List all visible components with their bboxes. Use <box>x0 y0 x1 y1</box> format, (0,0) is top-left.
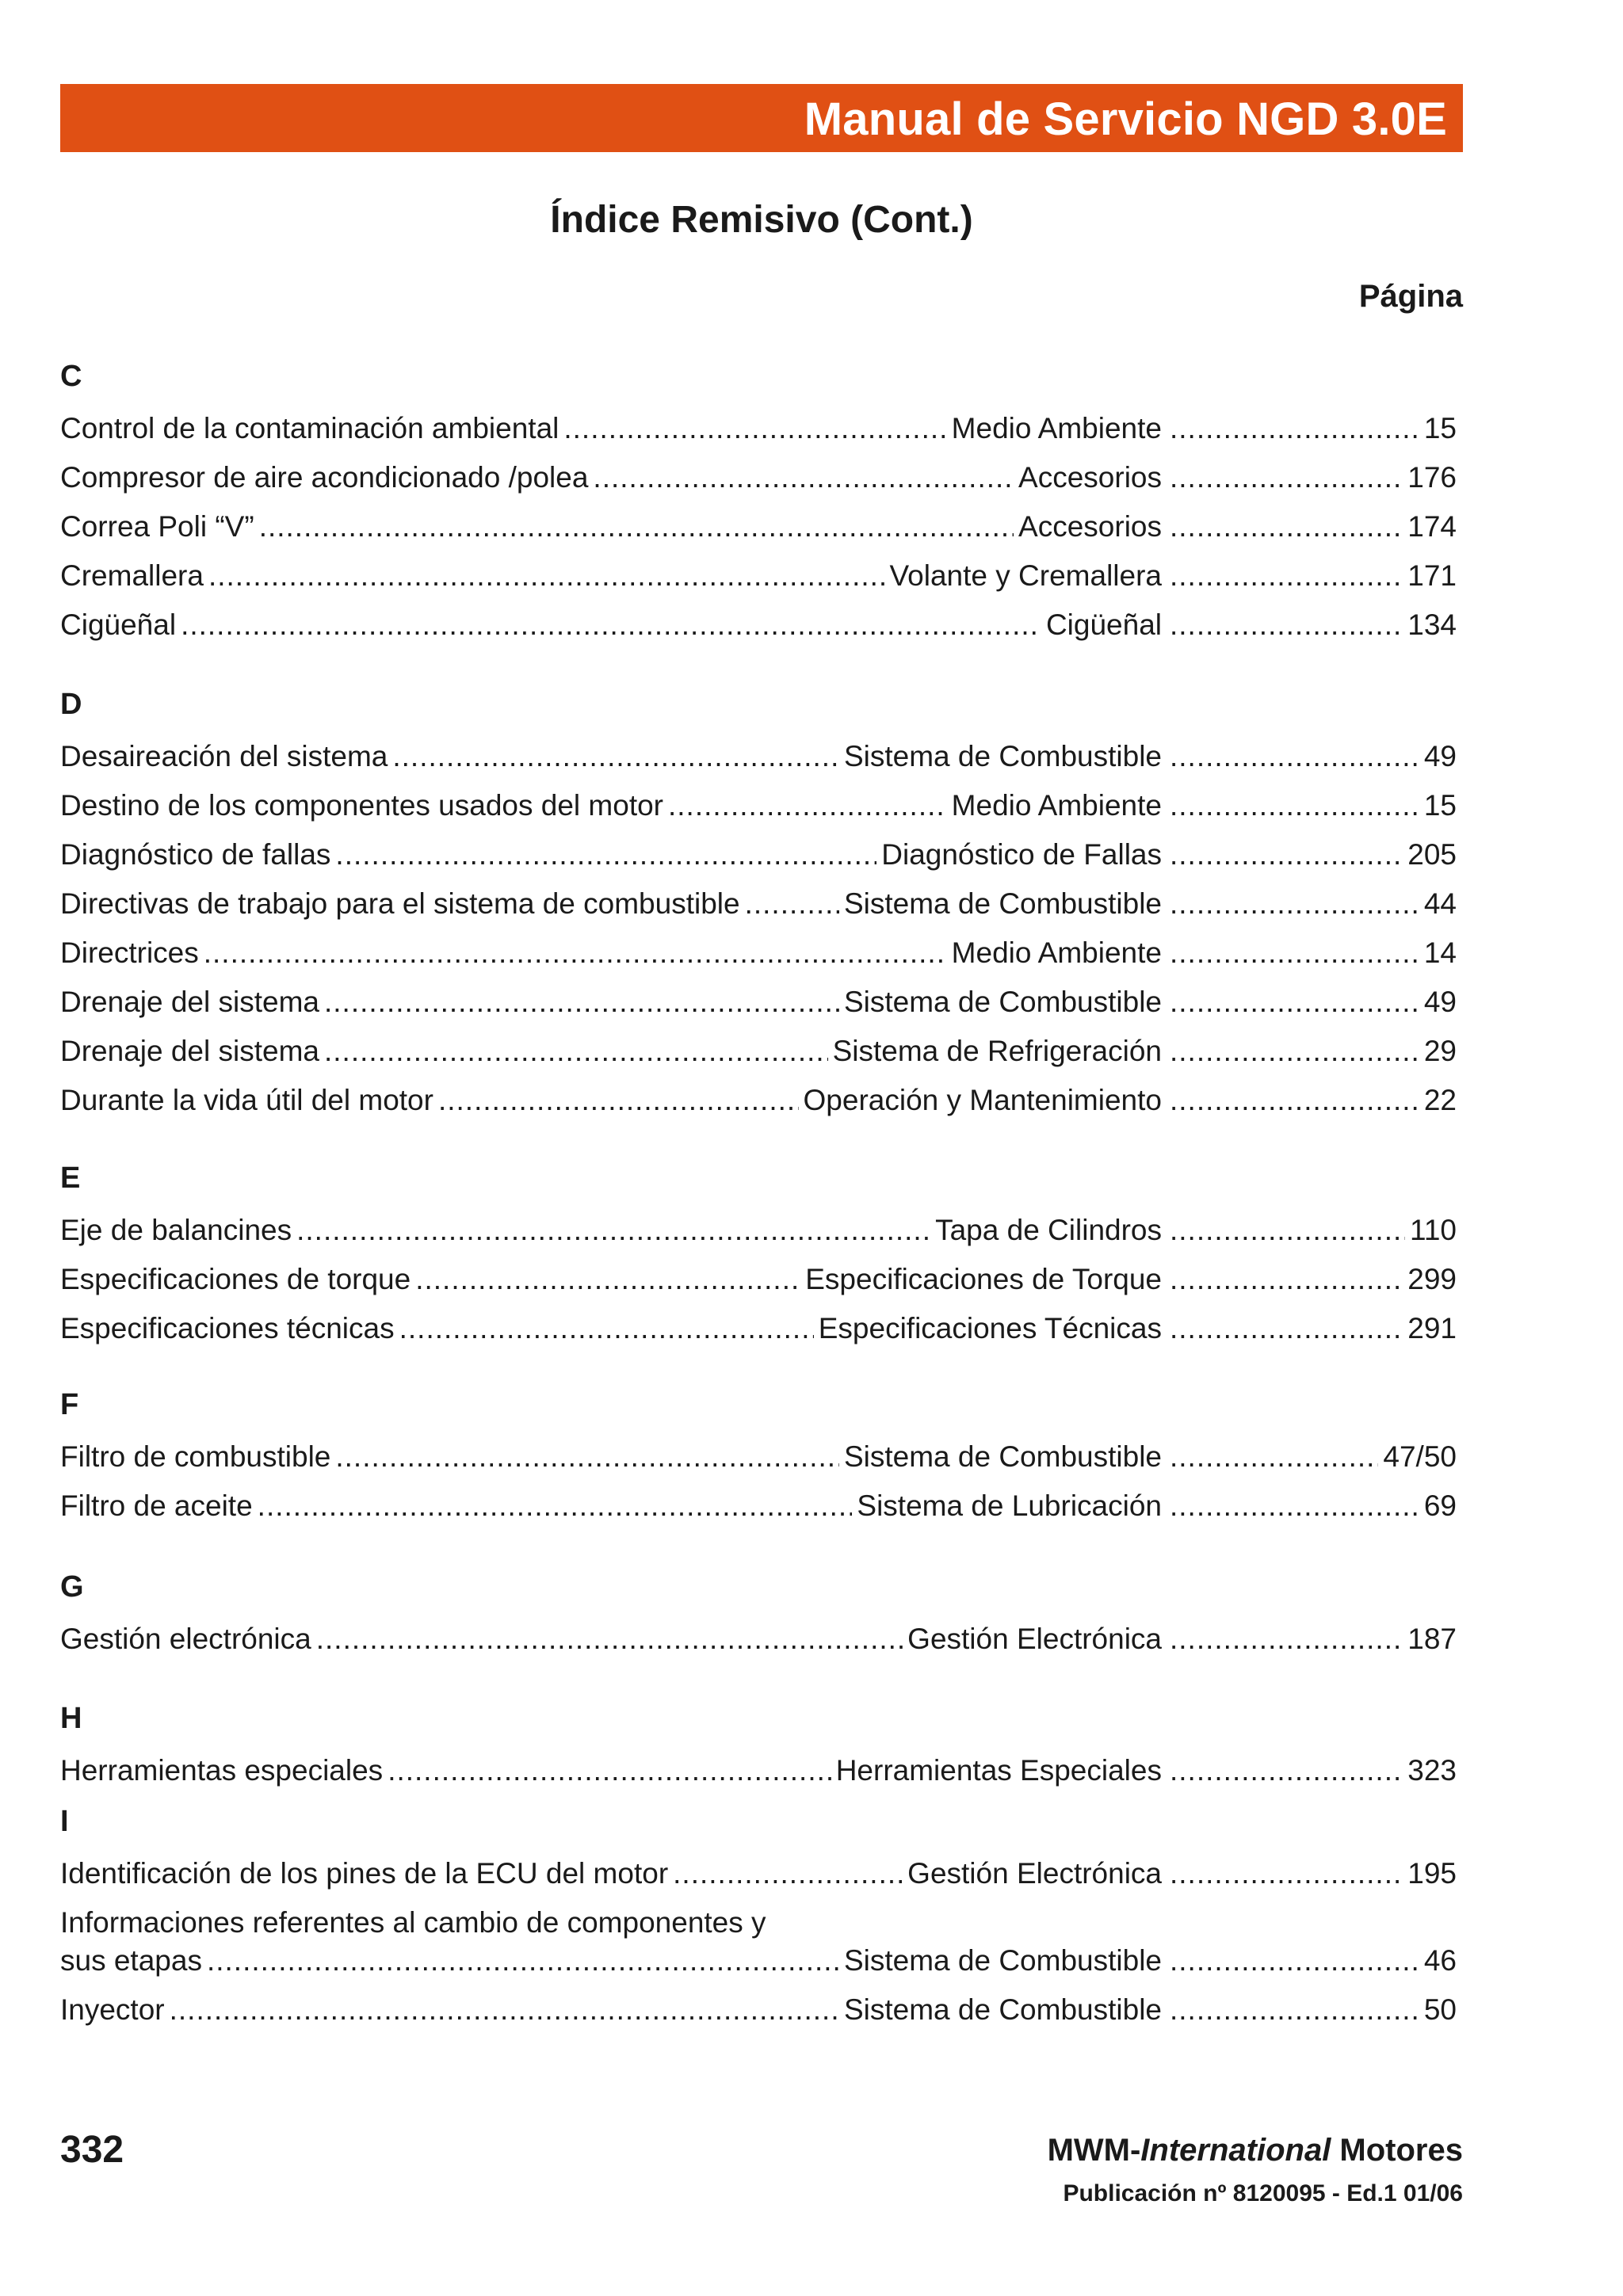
entry-page: 134 <box>1407 608 1457 641</box>
entry-topic: Correa Poli “V” <box>60 510 254 543</box>
index-entry <box>60 786 1457 826</box>
entry-topic: Cigüeñal <box>60 608 177 641</box>
index-entry <box>60 1437 1457 1477</box>
entry-left <box>60 409 1162 448</box>
leader-dots <box>335 835 876 875</box>
index-entry <box>60 933 1457 973</box>
footer-page-number: 332 <box>60 2129 124 2171</box>
entry-topic: Identificación de los pines de la ECU del motor <box>60 1857 669 1890</box>
entry-left <box>60 933 1162 973</box>
leader-dots <box>1170 1211 1405 1250</box>
leader-dots <box>1170 1032 1419 1071</box>
leader-dots <box>399 1309 814 1348</box>
index-entry <box>60 507 1457 547</box>
footer-publication: Publicación nº 8120095 - Ed.1 01/06 <box>1063 2180 1463 2206</box>
leader-dots <box>1170 1437 1378 1477</box>
leader-dots <box>324 1032 828 1071</box>
index-entry <box>60 982 1457 1022</box>
entry-left <box>60 737 1162 776</box>
entry-section: Operación y Mantenimiento <box>803 1084 1162 1116</box>
entry-left <box>60 1751 1162 1791</box>
footer-brand <box>1048 2133 1463 2168</box>
entry-left <box>60 605 1162 645</box>
entry-topic: Inyector <box>60 1993 165 2026</box>
entry-section: Accesorios <box>1018 461 1162 494</box>
leader-dots <box>316 1619 903 1659</box>
entry-section: Gestión Electrónica <box>907 1623 1162 1655</box>
entry-left <box>60 1854 1162 1894</box>
entry-page: 110 <box>1410 1214 1457 1246</box>
entry-page: 22 <box>1423 1084 1457 1116</box>
leader-dots <box>207 1941 839 1981</box>
entry-section: Medio Ambiente <box>951 789 1162 822</box>
entry-left <box>60 982 1162 1022</box>
leader-dots <box>258 1486 853 1526</box>
entry-page: 15 <box>1423 412 1457 444</box>
entry-topic: Durante la vida útil del motor <box>60 1084 433 1116</box>
entry-page: 15 <box>1423 789 1457 822</box>
leader-dots <box>1170 1081 1419 1120</box>
entry-page: 49 <box>1423 986 1457 1018</box>
entry-left <box>60 786 1162 826</box>
entry-page: 47/50 <box>1383 1440 1457 1473</box>
leader-dots <box>1170 835 1403 875</box>
page-column-label: Página <box>1358 279 1463 314</box>
leader-dots <box>1170 933 1419 973</box>
entry-page: 29 <box>1423 1035 1457 1067</box>
leader-dots <box>1170 1486 1419 1526</box>
index-entry <box>60 458 1457 498</box>
leader-dots <box>1170 884 1419 924</box>
entry-topic: Especificaciones técnicas <box>60 1312 395 1344</box>
entry-left <box>60 458 1162 498</box>
entry-topic: Directrices <box>60 936 199 969</box>
entry-page: 323 <box>1407 1754 1457 1787</box>
entry-left <box>60 1437 1162 1477</box>
leader-dots <box>1170 1941 1419 1981</box>
entry-section: Sistema de Combustible <box>843 740 1162 772</box>
index-entry <box>60 1260 1457 1299</box>
index-entry <box>60 835 1457 875</box>
entry-section: Tapa de Cilindros <box>935 1214 1162 1246</box>
entry-left <box>60 1941 1162 1981</box>
leader-dots <box>673 1854 903 1894</box>
entry-topic: Drenaje del sistema <box>60 986 319 1018</box>
entry-section: Accesorios <box>1018 510 1162 543</box>
leader-dots <box>1170 556 1403 596</box>
entry-left <box>60 884 1162 924</box>
index-letter: D <box>60 688 82 721</box>
leader-dots <box>438 1081 799 1120</box>
index-entry <box>60 1619 1457 1659</box>
index-entry-preline: Informaciones referentes al cambio de componentes y <box>60 1906 766 1939</box>
index-entry <box>60 1941 1457 1981</box>
leader-dots <box>745 884 839 924</box>
leader-dots <box>1170 605 1403 645</box>
index-entry <box>60 1854 1457 1894</box>
brand-prefix: MWM- <box>1047 2133 1141 2168</box>
index-letter: C <box>60 360 82 393</box>
entry-page: 69 <box>1423 1489 1457 1522</box>
leader-dots <box>388 1751 831 1791</box>
leader-dots <box>1170 1990 1419 2030</box>
entry-section: Sistema de Combustible <box>843 1440 1162 1473</box>
entry-page: 195 <box>1407 1857 1457 1890</box>
entry-section: Especificaciones Técnicas <box>818 1312 1162 1344</box>
index-letter: H <box>60 1702 82 1735</box>
leader-dots <box>563 409 946 448</box>
leader-dots <box>593 458 1014 498</box>
leader-dots <box>1170 786 1419 826</box>
entry-section: Cigüeñal <box>1045 608 1162 641</box>
leader-dots <box>259 507 1014 547</box>
index-letter: F <box>60 1388 79 1421</box>
entry-left <box>60 556 1162 596</box>
index-entry <box>60 1081 1457 1120</box>
entry-page: 46 <box>1423 1944 1457 1977</box>
entry-page: 299 <box>1407 1263 1457 1295</box>
entry-section: Medio Ambiente <box>951 412 1162 444</box>
index-entry <box>60 1309 1457 1348</box>
entry-section: Sistema de Lubricación <box>857 1489 1162 1522</box>
leader-dots <box>668 786 947 826</box>
entry-left <box>60 1260 1162 1299</box>
entry-page: 187 <box>1407 1623 1457 1655</box>
entry-section: Gestión Electrónica <box>907 1857 1162 1890</box>
entry-left <box>60 507 1162 547</box>
entry-topic: Directivas de trabajo para el sistema de combustible <box>60 887 740 920</box>
index-entry <box>60 1211 1457 1250</box>
leader-dots <box>335 1437 839 1477</box>
entry-section: Especificaciones de Torque <box>805 1263 1162 1295</box>
entry-topic: Control de la contaminación ambiental <box>60 412 559 444</box>
entry-page: 205 <box>1407 838 1457 871</box>
leader-dots <box>324 982 839 1022</box>
entry-topic: Filtro de combustible <box>60 1440 331 1473</box>
index-entry <box>60 409 1457 448</box>
entry-section: Sistema de Combustible <box>843 1944 1162 1977</box>
entry-topic: Compresor de aire acondicionado /polea <box>60 461 589 494</box>
index-entry <box>60 737 1457 776</box>
index-entry <box>60 1032 1457 1071</box>
index-title: Índice Remisivo (Cont.) <box>550 199 973 241</box>
index-letter: G <box>60 1570 84 1604</box>
entry-section: Sistema de Combustible <box>843 887 1162 920</box>
entry-left <box>60 1032 1162 1071</box>
brand-italic: International <box>1140 2133 1331 2168</box>
entry-topic: Destino de los componentes usados del motor <box>60 789 663 822</box>
entry-left <box>60 1486 1162 1526</box>
entry-left <box>60 1309 1162 1348</box>
entry-topic: Especificaciones de torque <box>60 1263 411 1295</box>
entry-topic: Diagnóstico de fallas <box>60 838 331 871</box>
leader-dots <box>1170 409 1419 448</box>
entry-left <box>60 835 1162 875</box>
leader-dots <box>1170 507 1403 547</box>
entry-page: 174 <box>1407 510 1457 543</box>
leader-dots <box>296 1211 930 1250</box>
leader-dots <box>204 933 947 973</box>
entry-topic: sus etapas <box>60 1944 202 1977</box>
leader-dots <box>1170 737 1419 776</box>
entry-page: 44 <box>1423 887 1457 920</box>
index-entry <box>60 605 1457 645</box>
leader-dots <box>1170 1260 1403 1299</box>
entry-section: Volante y Cremallera <box>889 559 1162 592</box>
index-entry <box>60 1751 1457 1791</box>
entry-topic: Eje de balancines <box>60 1214 292 1246</box>
index-letter: I <box>60 1805 69 1838</box>
entry-topic: Drenaje del sistema <box>60 1035 319 1067</box>
entry-left <box>60 1211 1162 1250</box>
entry-page: 291 <box>1407 1312 1457 1344</box>
leader-dots <box>1170 1751 1403 1791</box>
entry-topic: Desaireación del sistema <box>60 740 388 772</box>
entry-section: Sistema de Refrigeración <box>832 1035 1162 1067</box>
index-letter: E <box>60 1161 81 1195</box>
entry-page: 171 <box>1407 559 1457 592</box>
entry-section: Medio Ambiente <box>951 936 1162 969</box>
entry-page: 50 <box>1423 1993 1457 2026</box>
index-entry <box>60 884 1457 924</box>
entry-left <box>60 1619 1162 1659</box>
index-entry <box>60 1486 1457 1526</box>
index-entry <box>60 1990 1457 2030</box>
leader-dots <box>1170 1309 1403 1348</box>
leader-dots <box>170 1990 839 2030</box>
leader-dots <box>181 605 1041 645</box>
leader-dots <box>415 1260 800 1299</box>
leader-dots <box>208 556 885 596</box>
leader-dots <box>1170 982 1419 1022</box>
entry-topic: Gestión electrónica <box>60 1623 311 1655</box>
entry-left <box>60 1081 1162 1120</box>
manual-title: Manual de Servicio NGD 3.0E <box>804 93 1447 145</box>
entry-section: Sistema de Combustible <box>843 986 1162 1018</box>
entry-section: Herramientas Especiales <box>835 1754 1162 1787</box>
brand-suffix: Motores <box>1331 2133 1463 2168</box>
entry-left <box>60 1990 1162 2030</box>
entry-topic: Cremallera <box>60 559 204 592</box>
entry-topic: Herramientas especiales <box>60 1754 384 1787</box>
entry-page: 176 <box>1407 461 1457 494</box>
entry-section: Sistema de Combustible <box>843 1993 1162 2026</box>
entry-topic: Filtro de aceite <box>60 1489 253 1522</box>
entry-page: 14 <box>1423 936 1457 969</box>
leader-dots <box>392 737 839 776</box>
leader-dots <box>1170 1619 1403 1659</box>
entry-page: 49 <box>1423 740 1457 772</box>
entry-section: Diagnóstico de Fallas <box>881 838 1162 871</box>
index-entry <box>60 556 1457 596</box>
leader-dots <box>1170 458 1403 498</box>
header-bar <box>60 84 1463 152</box>
leader-dots <box>1170 1854 1403 1894</box>
